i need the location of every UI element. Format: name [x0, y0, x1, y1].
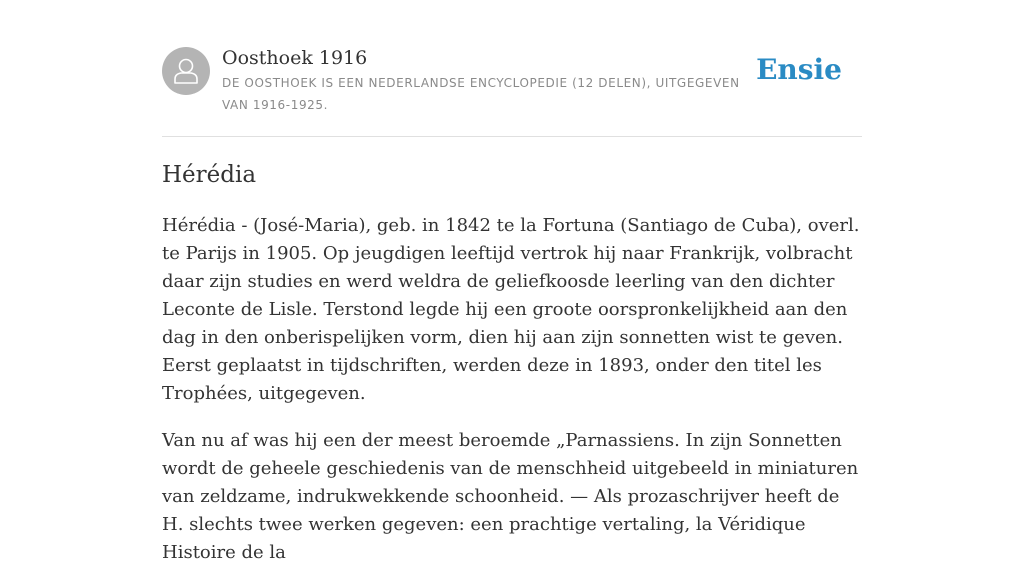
article	[162, 158, 864, 567]
ensie-logo[interactable]: Ensie	[756, 53, 842, 86]
source-name[interactable]: Oosthoek 1916	[222, 47, 368, 69]
source-avatar[interactable]	[162, 47, 210, 95]
article-paragraph-1: Hérédia - (José-Maria), geb. in 1842 te la Fortuna (Santiago de Cuba), overl. te Parijs in 1905. Op jeugdigen leeftijd vertrok hij naar Frankrijk, volbracht daar zijn studies en werd weldra de geliefkoosde leerling van den dichter Leconte de Lisle. Terstond legde hij een groote oorspronkelijkheid aan den dag in den onberispelijken vorm, dien hij aan zijn sonnetten wist te geven. Eerst geplaatst in tijdschriften, werden deze in 1893, onder den titel les Trophées, uitgegeven.	[162, 215, 860, 404]
article-paragraph-2: Van nu af was hij een der meest beroemde „Parnassiens. In zijn Sonnetten wordt de geheele geschiedenis van de menschheid uitgebeeld in miniaturen van zeldzame, indrukwekkende schoonheid. — Als prozaschrijver heeft de H. slechts twee werken gegeven: een prachtige vertaling, la Véridique Histoire de la	[162, 430, 859, 563]
user-icon	[162, 47, 210, 95]
source-header	[162, 44, 862, 137]
article-title: Hérédia	[162, 162, 257, 188]
source-description: DE OOSTHOEK IS EEN NEDERLANDSE ENCYCLOPEDIE (12 DELEN), UITGEGEVEN VAN 1916-1925.	[222, 76, 740, 112]
